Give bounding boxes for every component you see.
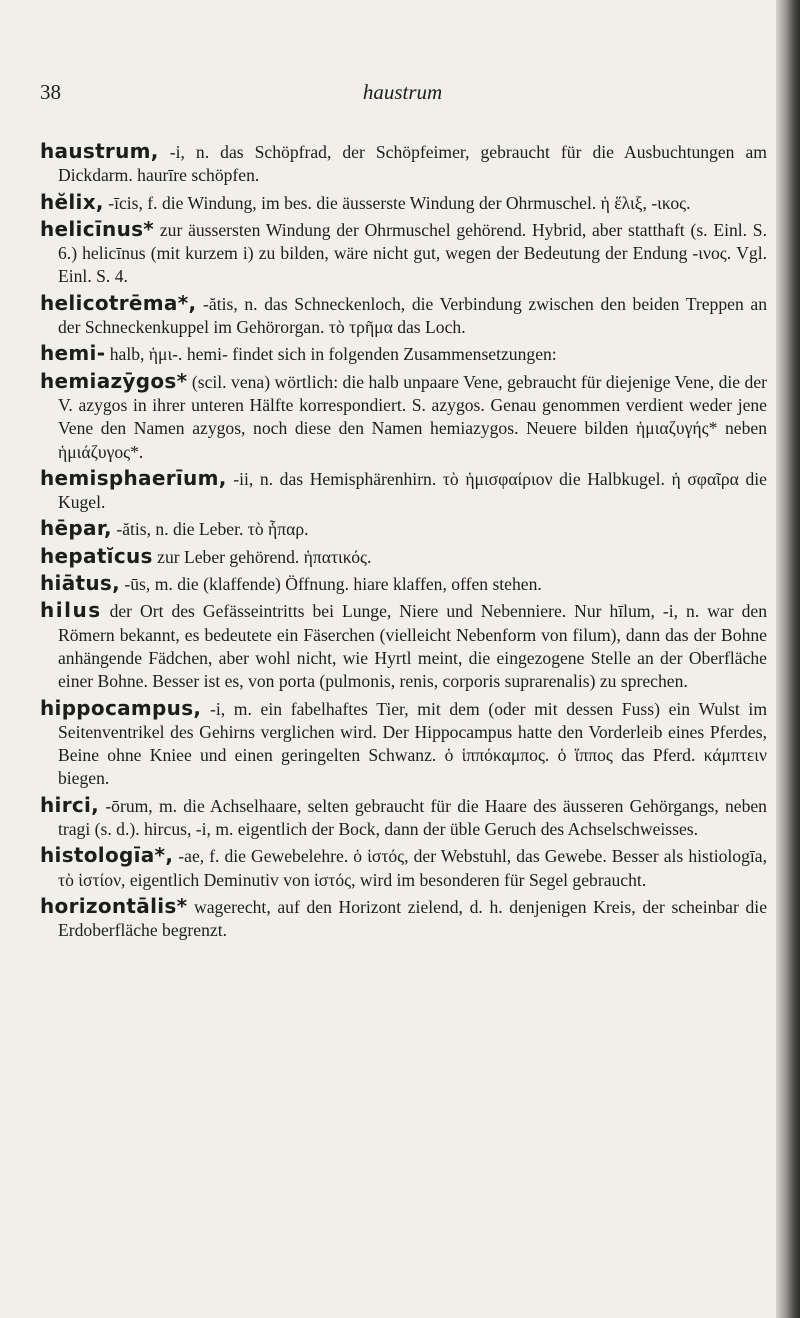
dictionary-entry <box>40 140 767 188</box>
entry-lemma: haustrum, <box>40 139 159 163</box>
entry-lemma: horizontālis* <box>40 893 188 918</box>
dictionary-entries <box>40 140 767 946</box>
dictionary-entry <box>40 467 767 515</box>
entry-definition: halb, ἡμι-. hemi- findet sich in folgenden Zusammensetzungen: <box>109 344 557 365</box>
entry-lemma: hirci, <box>40 792 100 817</box>
entry-definition: der Ort des Gefässeintritts bei Lunge, Niere und Nebenniere. Nur hīlum, -i, n. war den Römern bekannt, es bedeutete ein Fäserchen (vielleicht Nebenform von filum), dann das der Bohne anhängende Fädchen, aber wohl nicht, wie Hyrtl meint, die eingezogene Stelle an der Oberfläche einer Bohne. Besser ist es, von porta (pulmonis, renis, corporis suprarenalis) zu sprechen. <box>58 601 767 692</box>
dictionary-entry <box>40 794 767 842</box>
dictionary-entry <box>40 517 767 541</box>
entry-lemma: hippocampus, <box>40 695 202 720</box>
entry-definition: -ae, f. die Gewebelehre. ὁ ἱστός, der Webstuhl, das Gewebe. Besser als histiologīa, τὸ ἱστίον, eigentlich Deminutiv von ἱστός, wird im besonderen für Segel gebraucht. <box>58 846 767 890</box>
dictionary-entry <box>40 342 767 366</box>
entry-lemma: hēpar, <box>40 516 112 541</box>
dictionary-entry <box>40 895 767 943</box>
dictionary-entry <box>40 697 767 791</box>
entry-definition: -īcis, f. die Windung, im bes. die äusserste Windung der Ohrmuschel. ἡ ἕλιξ, -ικος. <box>108 192 691 213</box>
entry-lemma: hiātus, <box>40 571 120 596</box>
running-head: haustrum <box>362 80 443 104</box>
dictionary-entry <box>40 191 767 215</box>
page-header <box>40 80 765 120</box>
entry-lemma: helicīnus* <box>40 216 155 241</box>
entry-lemma: histologīa*, <box>40 843 174 868</box>
dictionary-entry <box>40 370 767 464</box>
dictionary-entry <box>40 292 767 340</box>
dictionary-entry <box>40 844 767 892</box>
entry-lemma: hĕlix, <box>40 189 104 214</box>
dictionary-entry <box>40 218 767 289</box>
entry-definition: -ūs, m. die (klaffende) Öffnung. hiare klaffen, offen stehen. <box>124 574 542 595</box>
entry-definition: -ătis, n. die Leber. τὸ ἧπαρ. <box>116 519 309 540</box>
entry-definition: -ōrum, m. die Achselhaare, selten gebraucht für die Haare des äusseren Gehörgangs, neben tragi (s. d.). hircus, -i, m. eigentlich der Bock, dann der üble Geruch des Achselschweisses. <box>58 795 767 840</box>
entry-lemma: helicotrēma*, <box>40 290 197 315</box>
dictionary-entry <box>40 545 767 569</box>
entry-definition: zur Leber gehörend. ἡπατικός. <box>157 546 372 567</box>
entry-lemma: hemiazȳgos* <box>40 368 188 393</box>
dictionary-entry <box>40 572 767 596</box>
entry-definition: -i, m. ein fabelhaftes Tier, mit dem (oder mit dessen Fuss) ein Wulst im Seitenventrikel des Gehirns verglichen wird. Der Hippocampus hatte den Vorderleib eines Pferdes, Beine ohne Kniee und einen geringelten Schwanz. ὁ ἱππόκαμπος. ὁ ἵππος das Pferd. κάμπτειν biegen. <box>58 698 767 789</box>
entry-lemma: hilus <box>40 598 102 623</box>
entry-lemma: hepatĭcus <box>40 543 153 568</box>
entry-definition: wagerecht, auf den Horizont zielend, d. h. denjenigen Kreis, der scheinbar die Erdoberfläche begrenzt. <box>58 896 768 941</box>
entry-lemma: hemi- <box>40 341 106 366</box>
entry-definition: -ătis, n. das Schneckenloch, die Verbindung zwischen den beiden Treppen an der Schneckenkuppel im Gehörorgan. τὸ τρῆμα das Loch. <box>58 293 768 338</box>
entry-definition: zur äussersten Windung der Ohrmuschel gehörend. Hybrid, aber statthaft (s. Einl. S. 6.) helicīnus (mit kurzem i) zu bilden, wäre nicht gut, wegen der Bedeutung der Endung -ινος. Vgl. Einl. S. 4. <box>58 219 767 287</box>
page-number: 38 <box>40 80 61 104</box>
entry-definition: (scil. vena) wörtlich: die halb unpaare Vene, gebraucht für diejenige Vene, die der V. azygos in ihrer unteren Hälfte korrespondiert. S. azygos. Genau genommen verdient weder jene Vene den Namen azygos, noch diese den Namen hemiazygos. Neuere bilden ἡμιαζυγής* neben ἡμιάζυγος*. <box>58 371 767 462</box>
entry-definition: -i, n. das Schöpfrad, der Schöpfeimer, gebraucht für die Ausbuchtungen am Dickdarm. haurīre schöpfen. <box>58 142 767 186</box>
dictionary-entry <box>40 599 767 693</box>
entry-definition: -ii, n. das Hemisphärenhirn. τὸ ἡμισφαίριον die Halbkugel. ἡ σφαῖρα die Kugel. <box>58 468 767 513</box>
page-edge-shadow <box>776 0 800 1318</box>
entry-lemma: hemisphaerīum, <box>40 465 227 490</box>
